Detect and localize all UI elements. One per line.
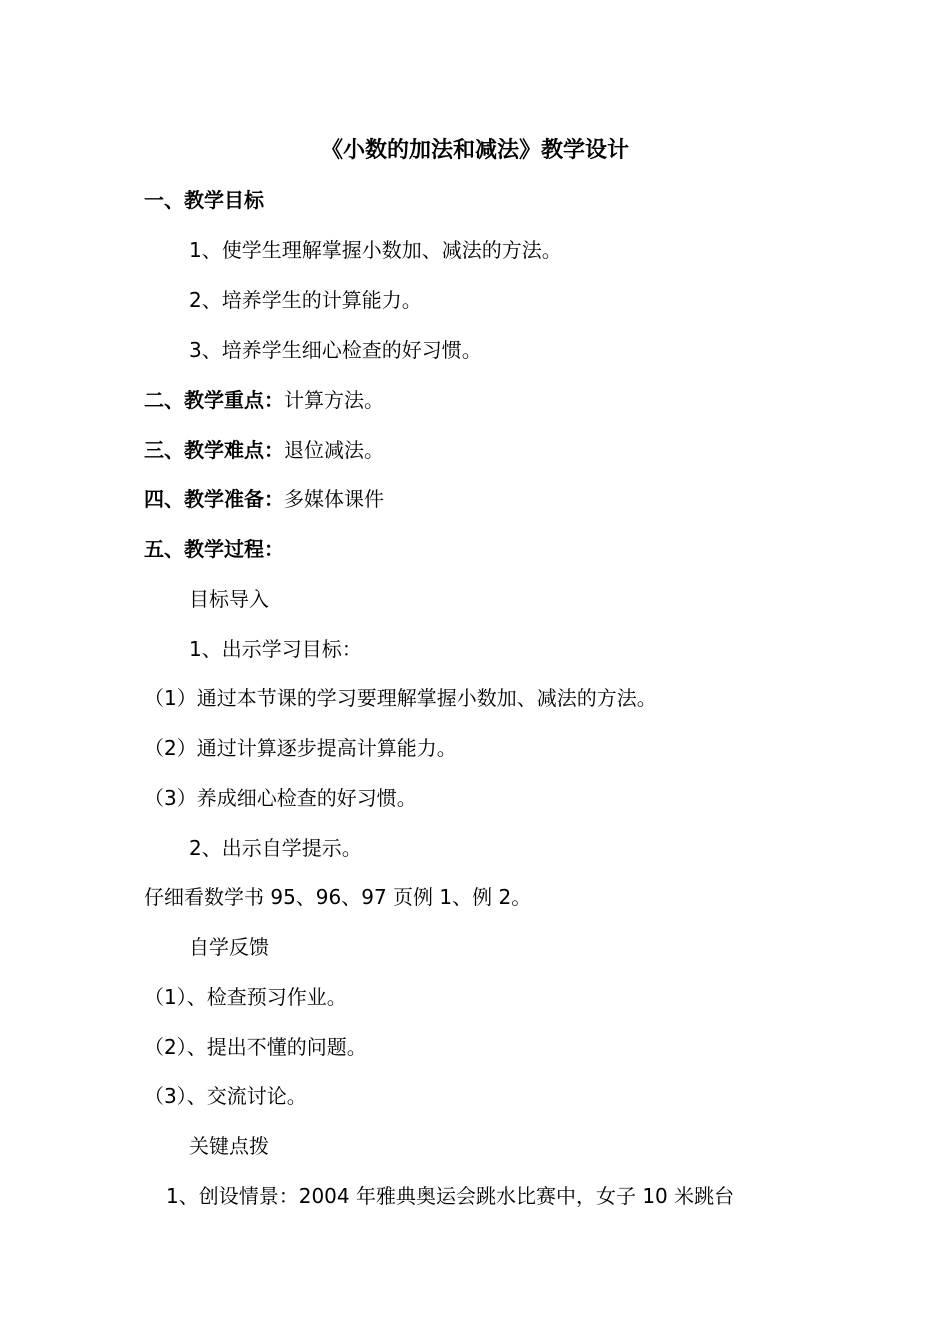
process-key-heading: 关键点拨 <box>189 1134 269 1158</box>
section-value: 多媒体课件 <box>284 487 384 511</box>
section-label: 四、教学准备： <box>144 487 284 511</box>
process-feedback-1: （1）、检查预习作业。 <box>144 985 347 1009</box>
document-title: 《小数的加法和减法》教学设计 <box>320 138 629 163</box>
process-feedback-3: （3）、交流讨论。 <box>144 1084 307 1108</box>
process-feedback-heading: 自学反馈 <box>189 935 269 959</box>
section-heading-goals: 一、教学目标 <box>144 188 264 212</box>
process-show-goals: 1、出示学习目标： <box>189 637 362 661</box>
section-difficulties <box>144 434 384 466</box>
section-label: 三、教学难点： <box>144 438 284 462</box>
process-feedback-2: （2）、提出不懂的问题。 <box>144 1035 367 1059</box>
section-value: 退位减法。 <box>284 438 384 462</box>
process-goal-1: （1）通过本节课的学习要理解掌握小数加、减法的方法。 <box>144 686 657 710</box>
process-scene: 1、创设情景：2004 年雅典奥运会跳水比赛中，女子 10 米跳台 <box>166 1184 735 1208</box>
process-intro-heading: 目标导入 <box>189 587 269 611</box>
process-read-book: 仔细看数学书 95、96、97 页例 1、例 2。 <box>144 885 532 909</box>
section-label: 二、教学重点： <box>144 388 284 412</box>
section-preparation <box>144 483 384 515</box>
process-goal-2: （2）通过计算逐步提高计算能力。 <box>144 736 457 760</box>
process-show-tips: 2、出示自学提示。 <box>189 836 362 860</box>
section-value: 计算方法。 <box>284 388 384 412</box>
goal-item-1: 1、使学生理解掌握小数加、减法的方法。 <box>189 238 562 262</box>
section-key-points <box>144 384 384 416</box>
goal-item-3: 3、培养学生细心检查的好习惯。 <box>189 338 482 362</box>
goal-item-2: 2、培养学生的计算能力。 <box>189 288 422 312</box>
section-process: 五、教学过程： <box>144 537 284 561</box>
process-goal-3: （3）养成细心检查的好习惯。 <box>144 786 417 810</box>
